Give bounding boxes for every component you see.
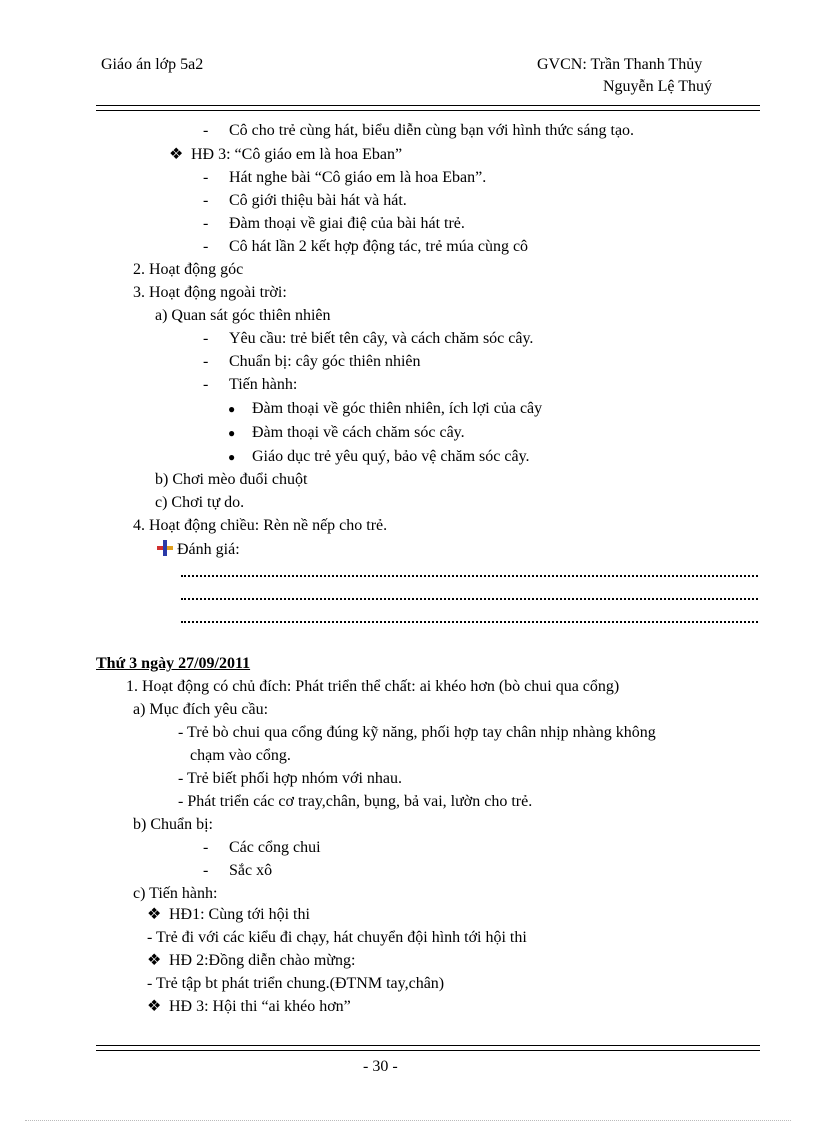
footer-rule [96, 1045, 760, 1051]
list-item: ❖ HĐ 3: “Cô giáo em là hoa Eban” [169, 146, 403, 163]
list-item: - Cô giới thiệu bài hát và hát. [203, 192, 407, 209]
list-item: - Chuẩn bị: cây góc thiên nhiên [203, 353, 421, 370]
diamond-bullet-icon: ❖ [147, 952, 162, 969]
arrow-bullet-icon [157, 540, 177, 560]
list-item: - Các cổng chui [203, 839, 321, 856]
list-item: - Trẻ đi với các kiểu đi chạy, hát chuyển đội hình tới hội thi [147, 929, 527, 946]
list-item: Đánh giá: [157, 540, 240, 560]
list-item: ❖ HĐ1: Cùng tới hội thi [147, 906, 310, 923]
diamond-bullet-icon: ❖ [147, 998, 162, 1015]
dotted-line [181, 567, 758, 577]
list-item: - Cô hát lần 2 kết hợp động tác, trẻ múa cùng cô [203, 238, 529, 255]
section-heading: Thứ 3 ngày 27/09/2011 [96, 655, 251, 672]
list-item: ● Đàm thoại về cách chăm sóc cây. [228, 424, 465, 441]
list-item: - Trẻ bò chui qua cổng đúng kỹ năng, phối hợp tay chân nhịp nhàng không [178, 724, 656, 741]
list-item: 2. Hoạt động góc [133, 261, 244, 278]
list-item: 4. Hoạt động chiều: Rèn nề nếp cho trẻ. [133, 517, 388, 534]
list-item: - Trẻ biết phối hợp nhóm với nhau. [178, 770, 403, 787]
header-left: Giáo án lớp 5a2 [101, 56, 204, 73]
list-item: ● Đàm thoại về góc thiên nhiên, ích lợi của cây [228, 400, 543, 417]
list-item: c) Chơi tự do. [155, 494, 245, 511]
header-teacher-2: Nguyễn Lệ Thuý [603, 78, 713, 95]
list-item: - Sắc xô [203, 862, 273, 879]
list-item: ● Giáo dục trẻ yêu quý, bảo vệ chăm sóc cây. [228, 448, 530, 465]
list-item: 3. Hoạt động ngoài trời: [133, 284, 287, 301]
list-item: ❖ HĐ 2:Đồng diễn chào mừng: [147, 952, 356, 969]
list-item: ❖ HĐ 3: Hội thi “ai khéo hơn” [147, 998, 351, 1015]
header-teacher: GVCN: Trần Thanh Thủy [537, 56, 703, 73]
list-item: a) Quan sát góc thiên nhiên [155, 307, 331, 324]
header-rule [96, 105, 760, 111]
page-edge [25, 1120, 791, 1121]
list-item: - Đàm thoại về giai điệ của bài hát trẻ. [203, 215, 465, 232]
list-item: - Tiến hành: [203, 376, 298, 393]
list-item: 1. Hoạt động có chủ đích: Phát triển thể chất: ai khéo hơn (bò chui qua cổng) [126, 678, 620, 695]
diamond-bullet-icon: ❖ [147, 906, 162, 923]
diamond-bullet-icon: ❖ [169, 146, 184, 163]
list-item: a) Mục đích yêu cầu: [133, 701, 269, 718]
list-item: - Hát nghe bài “Cô giáo em là hoa Eban”. [203, 169, 487, 186]
list-item: - Trẻ tập bt phát triển chung.(ĐTNM tay,chân) [147, 975, 445, 992]
list-item: - Yêu cầu: trẻ biết tên cây, và cách chăm sóc cây. [203, 330, 534, 347]
list-item: b) Chuẩn bị: [133, 816, 213, 833]
list-item: - Cô cho trẻ cùng hát, biểu diễn cùng bạn với hình thức sáng tạo. [203, 122, 635, 139]
dotted-line [181, 590, 758, 600]
list-item: b) Chơi mèo đuổi chuột [155, 471, 308, 488]
page-number: - 30 - [363, 1058, 398, 1075]
list-item: chạm vào cổng. [190, 747, 291, 764]
dotted-line [181, 613, 758, 623]
list-item: c) Tiến hành: [133, 885, 218, 902]
list-item: - Phát triển các cơ tray,chân, bụng, bả vai, lườn cho trẻ. [178, 793, 533, 810]
